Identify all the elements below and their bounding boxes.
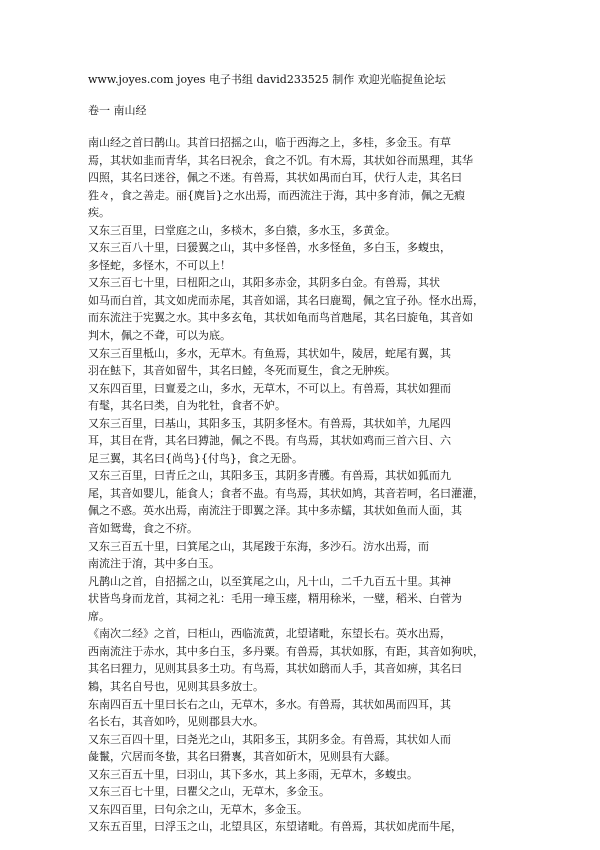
text-line: 又东五百里，曰浮玉之山，北望具区，东望诸毗。有兽焉，其状如虎而牛尾， <box>88 820 462 834</box>
text-line: 又东三百五十里，曰羽山，其下多水，其上多雨，无草木，多蝮虫。 <box>88 767 418 781</box>
text-line: 有髦，其名曰类，自为牝牡，食者不妒。 <box>88 399 286 413</box>
text-line: 又东三百七十里，曰瞿父之山，无草木，多金玉。 <box>88 785 330 799</box>
text-line: 凡鹊山之首，自招摇之山，以至箕尾之山，凡十山，二千九百五十里。其神 <box>88 574 451 588</box>
text-line: 其名曰狸力，见则其县多土功。有鸟焉，其状如鸱而人手，其音如痹，其名曰 <box>88 662 462 676</box>
text-line: 耳，其目在背，其名曰猼訑，佩之不畏。有鸟焉，其状如鸡而三首六目、六 <box>88 434 451 448</box>
text-line: 如马而白首，其文如虎而赤尾，其音如谣，其名曰鹿蜀，佩之宜子孙。怪水出焉， <box>88 293 484 307</box>
text-line: 又东三百里，曰基山，其阳多玉，其阴多怪木。有兽焉，其状如羊，九尾四 <box>88 416 451 430</box>
text-line: 又东三百里柢山，多水，无草木。有鱼焉，其状如牛，陵居，蛇尾有翼，其 <box>88 346 451 360</box>
text-line: 又东三百里，曰堂庭之山，多棪木，多白猿，多水玉，多黄金。 <box>88 223 396 237</box>
text-line: 彘鬣，穴居而冬蛰，其名曰猾褢，其音如斫木，见则县有大繇。 <box>88 750 396 764</box>
text-line: 而东流注于宪翼之水。其中多玄龟，其状如龟而鸟首虺尾，其名曰旋龟，其音如 <box>88 311 473 325</box>
text-line: 《南次二经》之首，曰柜山，西临流黄，北望诸毗，东望长右。英水出焉， <box>88 627 451 641</box>
text-line: 南流注于淯，其中多白玉。 <box>88 557 220 571</box>
text-line: 又东三百五十里，曰箕尾之山，其尾踆于东海，多沙石。汸水出焉，而 <box>88 539 429 553</box>
text-line: 状皆鸟身而龙首，其祠之礼：毛用一璋玉瘗，糈用稌米，一璧，稻米、白菅为 <box>88 592 462 606</box>
text-line: 西南流注于赤水，其中多白玉，多丹粟。有兽焉，其状如豚，有距，其音如狗吠， <box>88 644 484 658</box>
text-line: 音如鸳鸯，食之不疥。 <box>88 522 198 536</box>
text-line: 多怪蛇，多怪木，不可以上！ <box>88 258 231 272</box>
text-line: 焉，其状如韭而青华，其名曰祝余，食之不饥。有木焉，其状如谷而黑理，其华 <box>88 153 473 167</box>
text-line: 狌々，食之善走。丽{麂旨}之水出焉，而西流注于海，其中多育沛，佩之无瘕 <box>88 188 465 202</box>
text-line: 又东三百七十里，曰杻阳之山，其阳多赤金，其阴多白金。有兽焉，其状 <box>88 276 440 290</box>
text-line: 佩之不惑。英水出焉，南流注于即翼之泽。其中多赤鱬，其状如鱼而人面，其 <box>88 504 462 518</box>
text-line: 尾，其音如婴儿，能食人；食者不蛊。有鸟焉，其状如鸠，其音若呵，名曰灌灌， <box>88 486 484 500</box>
text-line: 四照，其名曰迷谷，佩之不迷。有兽焉，其状如禺而白耳，伏行人走，其名曰 <box>88 171 462 185</box>
body-text <box>88 134 518 836</box>
text-line: 又东三百四十里，曰尧光之山，其阳多玉，其阴多金。有兽焉，其状如人而 <box>88 732 451 746</box>
text-line: 足三翼，其名曰{尚鸟}{付鸟}，食之无卧。 <box>88 451 303 465</box>
text-line: 羽在魼下，其音如留牛，其名曰鯥，冬死而夏生，食之无肿疾。 <box>88 364 396 378</box>
text-line: 又东三百八十里，曰猨翼之山，其中多怪兽，水多怪鱼，多白玉，多蝮虫， <box>88 241 451 255</box>
text-line: 东南四百五十里曰长右之山，无草木，多水。有兽焉，其状如禺而四耳，其 <box>88 697 451 711</box>
volume-title: 卷一 南山经 <box>88 104 147 117</box>
text-line: 又东三百里，曰青丘之山，其阳多玉，其阴多青雘。有兽焉，其状如狐而九 <box>88 469 451 483</box>
text-line: 疾。 <box>88 206 110 220</box>
text-line: 又东四百里，曰句余之山，无草木，多金玉。 <box>88 802 308 816</box>
page-header: www.joyes.com joyes 电子书组 david233525 制作 欢迎光临捉鱼论坛 <box>88 73 446 86</box>
text-line: 席。 <box>88 609 110 623</box>
text-line: 名长右，其音如吟，见则郡县大水。 <box>88 715 264 729</box>
text-line: 判木，佩之不聋，可以为底。 <box>88 329 231 343</box>
text-line: 南山经之首曰鹊山。其首曰招摇之山，临于西海之上，多桂，多金玉。有草 <box>88 136 451 149</box>
text-line: 又东四百里，曰亶爰之山，多水，无草木，不可以上。有兽焉，其状如狸而 <box>88 381 451 395</box>
text-line: 鴸，其名自号也，见则其县多放士。 <box>88 679 264 693</box>
